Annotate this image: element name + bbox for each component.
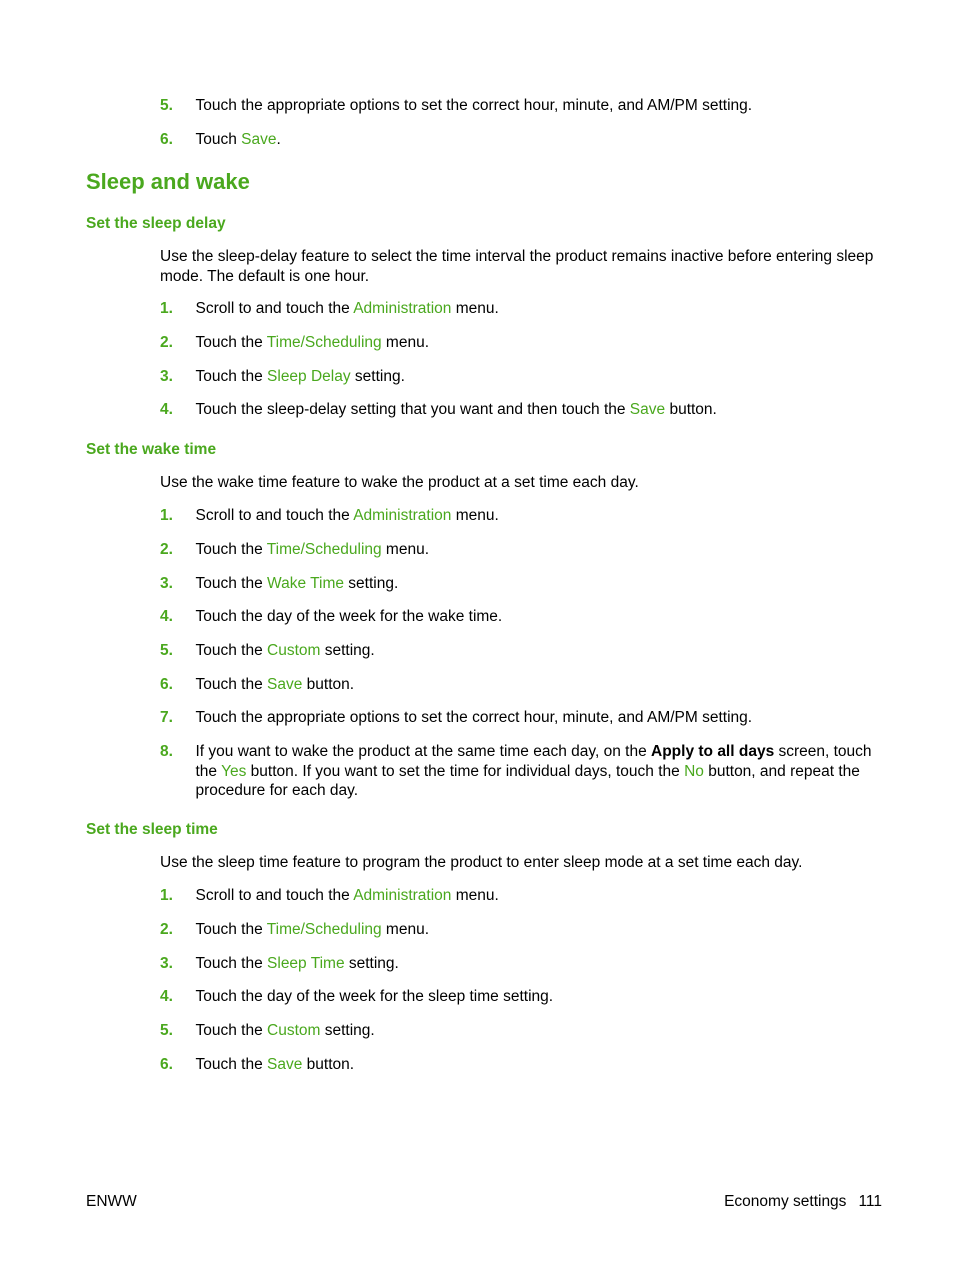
step-text: If you want to wake the product at the same time each day, on the Apply to all days screen, touch the Yes button. If you want to set the time for individual days, touch the No button, and repeat the procedure for each day. [195,743,872,799]
step-number: 1. [160,300,173,317]
step-text: Touch the Time/Scheduling menu. [195,541,430,558]
step-text: Touch the Time/Scheduling menu. [195,921,430,938]
footer-section: Economy settings [724,1193,847,1210]
step-number: 4. [160,988,173,1005]
footer-right [724,1193,882,1211]
step-text: Touch the day of the week for the sleep time setting. [195,988,554,1005]
step-text: Touch the Custom setting. [195,1022,375,1039]
step-text: Touch the appropriate options to set the correct hour, minute, and AM/PM setting. [195,97,753,114]
ui-term: Administration [353,300,452,317]
ui-term: Save [267,676,303,693]
step-number: 5. [160,97,173,114]
ui-term: Custom [267,642,321,659]
step-number: 6. [160,1056,173,1073]
list-item [160,987,882,1007]
subsection-heading: Set the sleep delay [86,215,226,232]
screen-name: Apply to all days [651,743,775,760]
step-text: Touch the appropriate options to set the correct hour, minute, and AM/PM setting. [195,709,753,726]
list-item [160,506,882,526]
step-number: 8. [160,743,173,760]
list-item [160,675,882,695]
step-text: Touch the Sleep Time setting. [195,955,399,972]
ui-term: Time/Scheduling [266,541,382,558]
list-item [160,607,882,627]
footer-left: ENWW [86,1193,137,1210]
step-text: Touch the sleep-delay setting that you want and then touch the Save button. [195,401,717,418]
list-item [160,333,882,353]
ui-term: Save [241,131,277,148]
list-item [160,299,882,319]
step-number: 3. [160,575,173,592]
ui-term: Wake Time [267,575,344,592]
step-number: 4. [160,401,173,418]
list-item [160,742,882,801]
ui-term: Save [267,1056,303,1073]
step-text: Touch the Sleep Delay setting. [195,368,405,385]
step-number: 1. [160,887,173,904]
list-item [160,954,882,974]
step-text: Touch the Time/Scheduling menu. [195,334,430,351]
step-number: 4. [160,608,173,625]
step-text: Scroll to and touch the Administration menu. [195,300,499,317]
step-number: 1. [160,507,173,524]
step-number: 7. [160,709,173,726]
list-item [160,1021,882,1041]
list-item [160,920,882,940]
ui-term: Time/Scheduling [266,334,382,351]
ui-term: Time/Scheduling [266,921,382,938]
ui-term: Sleep Delay [267,368,351,385]
paragraph: Use the wake time feature to wake the product at a set time each day. [160,474,639,491]
step-text: Touch the day of the week for the wake time. [195,608,503,625]
subsection-heading: Set the wake time [86,441,217,458]
step-number: 3. [160,368,173,385]
step-number: 6. [160,676,173,693]
step-text: Touch the Save button. [195,676,355,693]
ui-term: No [684,762,704,780]
step-number: 6. [160,131,173,148]
step-text: Touch Save. [195,131,281,148]
page-number: 111 [858,1193,882,1210]
list-item [160,641,882,661]
section-title: Sleep and wake [86,169,250,194]
step-text: Scroll to and touch the Administration menu. [195,507,499,524]
ui-term: Sleep Time [267,955,345,972]
ui-term: Custom [267,1022,321,1039]
paragraph: Use the sleep time feature to program the product to enter sleep mode at a set time each day. [160,854,803,871]
list-item [160,130,882,150]
step-text: Touch the Save button. [195,1056,355,1073]
step-number: 3. [160,955,173,972]
step-text: Touch the Custom setting. [195,642,375,659]
list-item [160,574,882,594]
list-item [160,400,882,420]
ui-term: Save [629,401,666,418]
step-number: 5. [160,642,173,659]
subsection-heading: Set the sleep time [86,821,218,838]
step-number: 2. [160,541,173,558]
step-number: 2. [160,921,173,938]
ui-term: Yes [221,762,247,780]
list-item [160,708,882,728]
step-text: Scroll to and touch the Administration menu. [195,887,499,904]
paragraph: Use the sleep-delay feature to select the time interval the product remains inactive before entering sleep mode. The default is one hour. [160,248,874,285]
list-item [160,367,882,387]
ui-term: Administration [353,887,452,904]
step-number: 5. [160,1022,173,1039]
list-item [160,886,882,906]
step-text: Touch the Wake Time setting. [195,575,399,592]
ui-term: Administration [353,507,452,524]
list-item [160,540,882,560]
step-number: 2. [160,334,173,351]
list-item [160,1055,882,1075]
list-item [160,96,882,116]
